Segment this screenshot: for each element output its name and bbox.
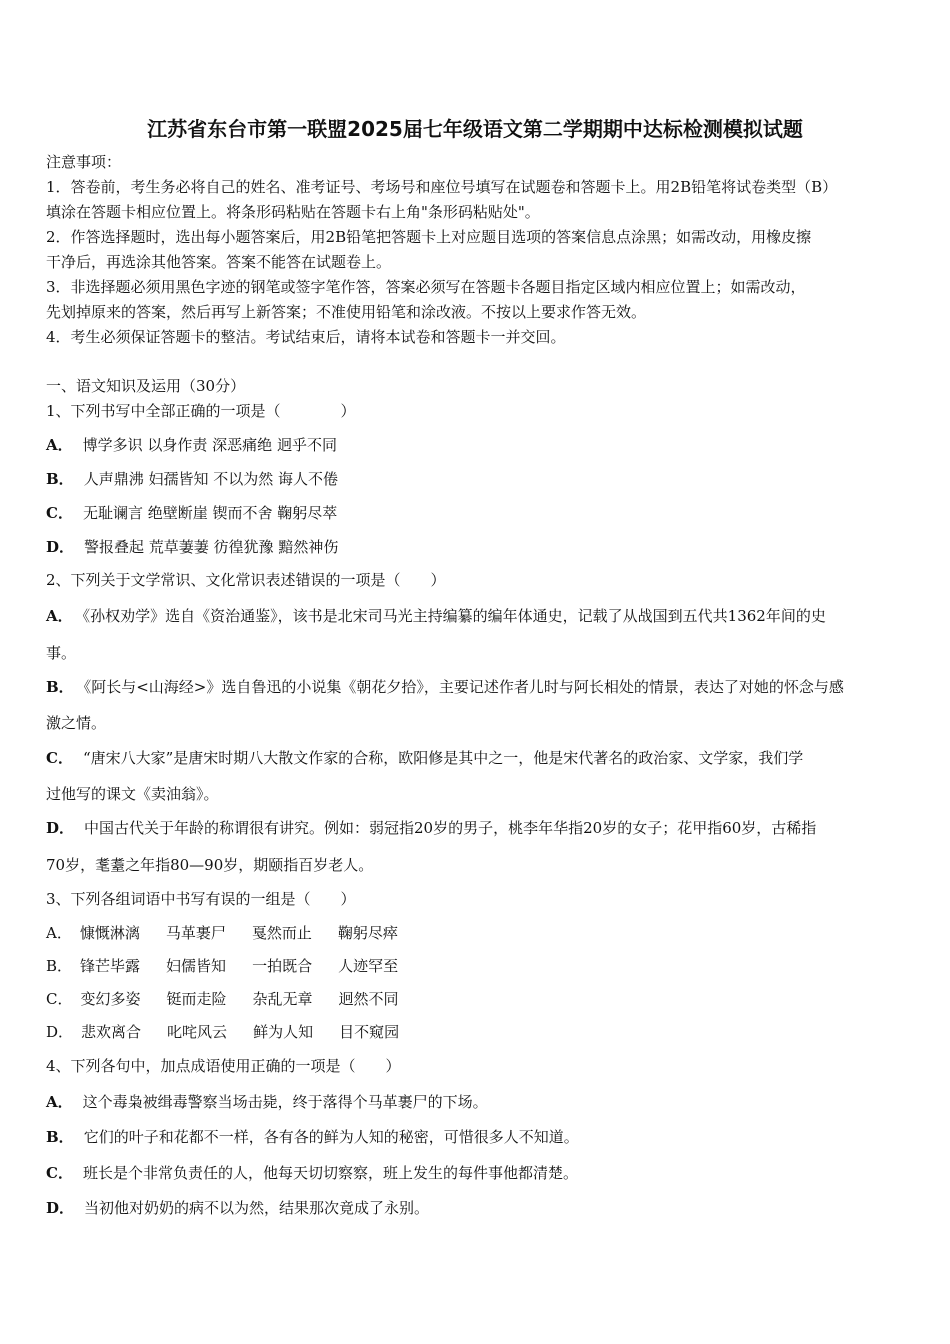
option-text: 《阿长与<山海经>》选自鲁迅的小说集《朝花夕拾》，主要记述作者儿时与阿长相处的情景，表达了对她的怀念与感 [83, 678, 844, 696]
notice-line: 1．答卷前，考生务必将自己的姓名、准考证号、考场号和座位号填写在试题卷和答题卡上。用2B铅笔将试卷类型（B） [46, 178, 838, 196]
option-word: 慷慨淋漓 [79, 924, 140, 942]
option-text: 《孙权劝学》选自《资治通鉴》，该书是北宋司马光主持编纂的编年体通史，记载了从战国到五代共1362年间的史 [82, 607, 826, 625]
option-word: 人迹罕至 [338, 957, 399, 975]
q3-option-d [46, 1022, 908, 1042]
notice-line: 4．考生必须保证答题卡的整洁。考试结束后，请将本试卷和答题卡一并交回。 [46, 328, 566, 346]
option-word: 鲜为人知 [253, 1023, 314, 1041]
option-word: 铤而走险 [166, 990, 227, 1008]
option-word: 一拍既合 [252, 957, 313, 975]
option-label: C． [46, 1164, 73, 1182]
option-text: 班长是个非常负责任的人，他每天切切察察，班上发生的每件事他都清楚。 [82, 1164, 578, 1182]
q1-option-c [46, 503, 908, 523]
option-text: 它们的叶子和花都不一样，各有各的鲜为人知的秘密，可惜很多人不知道。 [83, 1128, 579, 1146]
option-label: D． [46, 538, 75, 556]
page-title: 江苏省东台市第一联盟2025届七年级语文第二学期期中达标检测模拟试题 [147, 117, 803, 141]
q4-option-c [46, 1163, 908, 1183]
q4-option-d [46, 1198, 908, 1218]
q4-option-b [46, 1127, 908, 1147]
option-word: 目不窥园 [339, 1023, 400, 1041]
q2-option-a-cont: 事。 [46, 644, 77, 662]
option-label: B． [46, 1128, 74, 1146]
q2-option-b-cont: 激之情。 [46, 714, 107, 732]
section-heading: 一、语文知识及运用（30分） [46, 377, 246, 395]
option-label: D． [46, 1199, 75, 1217]
notice-line: 干净后，再选涂其他答案。答案不能答在试题卷上。 [46, 253, 392, 271]
notice-line: 先划掉原来的答案，然后再写上新答案；不准使用铅笔和涂改液。不按以上要求作答无效。 [46, 303, 647, 321]
option-text: “唐宋八大家”是唐宋时期八大散文作家的合称，欧阳修是其中之一，他是宋代著名的政治家、文学家，我们学 [82, 749, 804, 767]
option-label: B． [46, 470, 74, 488]
option-word: 杂乱无章 [252, 990, 313, 1008]
option-label: A． [46, 436, 73, 454]
q2-option-a [46, 606, 908, 626]
notice-heading: 注意事项： [46, 153, 122, 171]
question-3-stem: 3、下列各组词语中书写有误的一组是（ ） [46, 890, 356, 908]
q2-option-d-cont: 70岁，耄耋之年指80—90岁，期颐指百岁老人。 [46, 856, 374, 874]
q3-option-c [46, 989, 908, 1009]
q4-option-a [46, 1092, 908, 1112]
option-text: 博学多识 以身作责 深恶痛绝 迥乎不同 [82, 436, 337, 454]
option-label: B． [46, 957, 73, 975]
q2-option-b [46, 677, 908, 697]
notice-line: 2．作答选择题时，选出每小题答案后，用2B铅笔把答题卡上对应题目选项的答案信息点涂黑；如需改动，用橡皮擦 [46, 228, 812, 246]
option-text: 人声鼎沸 妇孺皆知 不以为然 诲人不倦 [83, 470, 338, 488]
q3-option-b [46, 956, 908, 976]
option-label: A． [46, 1093, 73, 1111]
q2-option-c [46, 748, 908, 768]
q1-option-d [46, 537, 908, 557]
question-2-stem: 2、下列关于文学常识、文化常识表述错误的一项是（ ） [46, 571, 446, 589]
q1-option-a [46, 435, 908, 455]
question-1-stem: 1、下列书写中全部正确的一项是（ ） [46, 402, 356, 420]
option-label: C． [46, 749, 73, 767]
q1-option-b [46, 469, 908, 489]
option-label: C． [46, 990, 73, 1008]
option-word: 鞠躬尽瘁 [337, 924, 398, 942]
option-label: D． [46, 819, 75, 837]
option-label: A． [46, 924, 72, 942]
q2-option-d [46, 818, 908, 838]
option-label: C． [46, 504, 73, 522]
option-word: 妇儒皆知 [166, 957, 227, 975]
notice-line: 3．非选择题必须用黑色字迹的钢笔或签字笔作答，答案必须写在答题卡各题目指定区域内相应位置上；如需改动， [46, 278, 806, 296]
q2-option-c-cont: 过他写的课文《卖油翁》。 [46, 785, 219, 803]
option-label: B． [46, 678, 74, 696]
option-text: 无耻谰言 绝壁断崖 锲而不舍 鞠躬尽萃 [82, 504, 338, 522]
option-word: 戛然而止 [251, 924, 312, 942]
option-text: 中国古代关于年龄的称谓很有讲究。例如：弱冠指20岁的男子，桃李年华指20岁的女子；花甲指60岁，古稀指 [84, 819, 817, 837]
option-text: 当初他对奶奶的病不以为然，结果那次竟成了永别。 [84, 1199, 430, 1217]
question-4-stem: 4、下列各句中，加点成语使用正确的一项是（ ） [46, 1057, 401, 1075]
option-word: 悲欢离合 [81, 1023, 142, 1041]
q3-option-a [46, 923, 908, 943]
option-label: A． [46, 607, 73, 625]
option-text: 这个毒枭被缉毒警察当场击毙，终于落得个马革裹尸的下场。 [82, 1093, 488, 1111]
option-word: 马革裹尸 [165, 924, 226, 942]
option-label: D． [46, 1023, 74, 1041]
notice-line: 填涂在答题卡相应位置上。将条形码粘贴在答题卡右上角"条形码粘贴处"。 [46, 203, 540, 221]
option-word: 迥然不同 [338, 990, 399, 1008]
option-word: 叱咤风云 [167, 1023, 228, 1041]
option-word: 变幻多姿 [80, 990, 141, 1008]
option-word: 锋芒毕露 [80, 957, 141, 975]
option-text: 警报叠起 荒草萋萋 彷徨犹豫 黯然神伤 [84, 538, 339, 556]
